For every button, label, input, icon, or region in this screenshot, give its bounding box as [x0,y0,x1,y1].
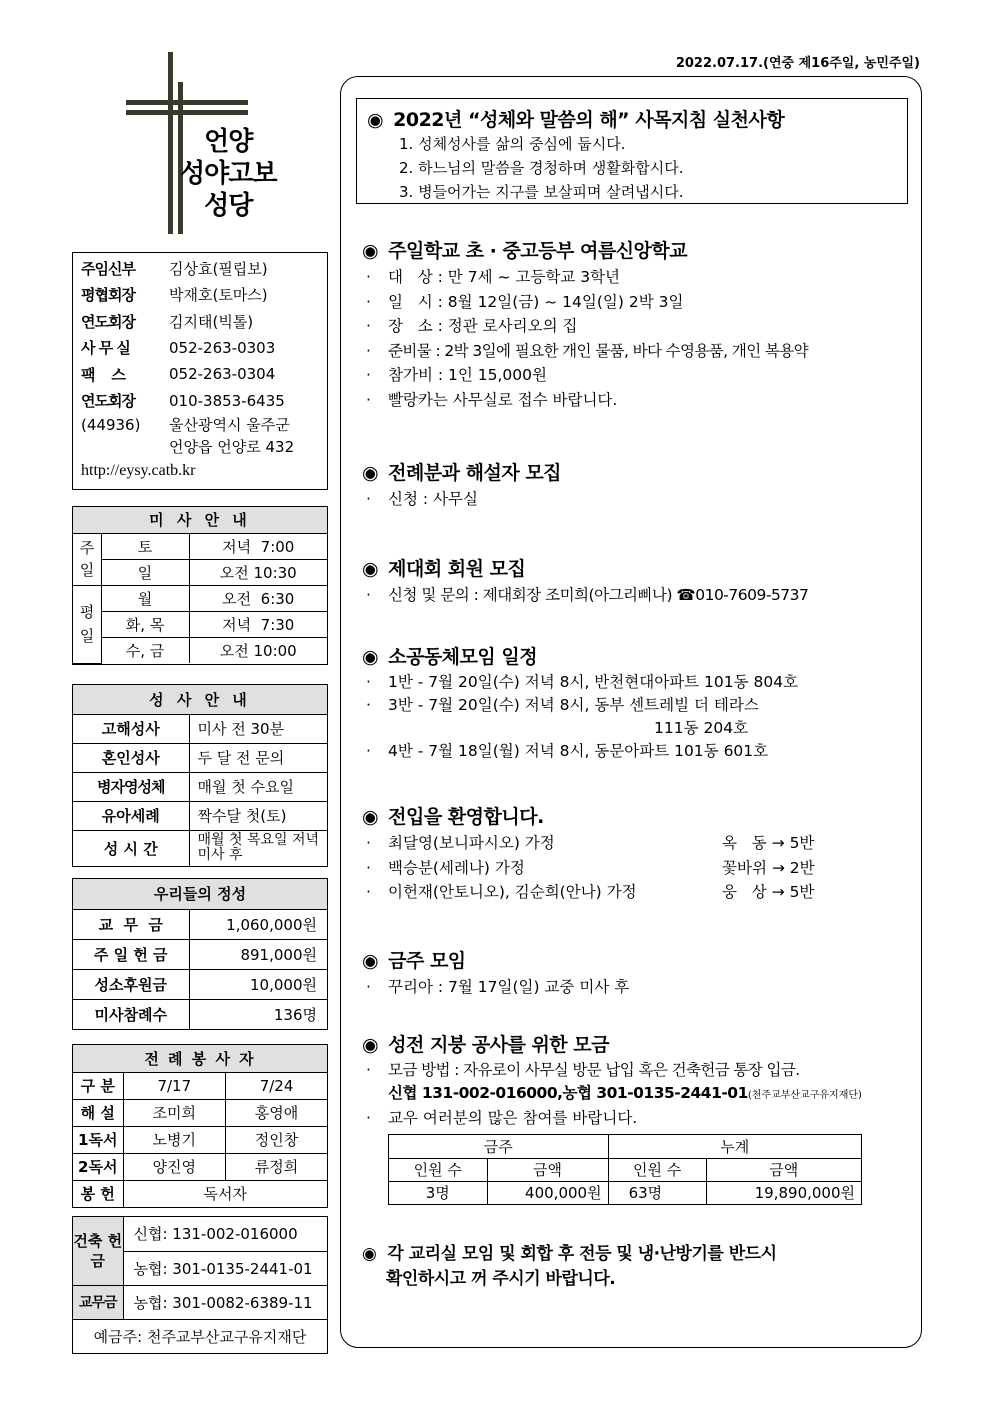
sacraments-table [72,684,328,867]
fund-status-table [388,1134,862,1205]
zip-code: (44936) [81,416,141,434]
info-value: 052-263-0303 [169,338,276,357]
pastoral-guidelines-box [356,98,908,204]
small-community-section [362,642,918,763]
mass-day: 토 [101,533,189,559]
logo-line-1: 언양 [204,127,253,157]
info-key: 팩 스 [81,365,125,384]
list-item: · 대 상 : 만 7세 ~ 고등학교 3학년 [366,268,621,286]
sacrament-name: 성 시 간 [73,830,189,866]
bullseye-icon: ◉ [362,462,379,484]
server-role: 해 설 [73,1099,123,1126]
info-key: 사 무 실 [81,339,130,358]
list-item: · 빨랑카는 사무실로 접수 바랍니다. [366,390,618,409]
count-value: 3명 [389,1181,487,1204]
section-title: ◉ 2022년 “성체와 말씀의 해” 사목지침 실천사항 [367,109,785,131]
bank-accounts-table [72,1216,328,1354]
mass-day: 화, 목 [101,611,189,637]
mass-time: 오전 6:30 [189,585,327,611]
logo-line-3: 성당 [204,191,253,221]
section-title: ◉ 전입을 환영합니다. [362,806,544,828]
weekday-label: 평일 [73,585,101,663]
guideline-item: 3. 병들어가는 지구를 보살피며 살려냅시다. [399,183,684,201]
list-item-continued: 111동 204호 [654,719,749,737]
server-name: 조미희 [123,1099,226,1126]
server-name: 류정희 [226,1153,327,1180]
altar-guild-section [362,554,918,608]
summer-school-section [362,236,918,412]
mass-time: 오전 10:00 [189,637,327,663]
server-name: 양진영 [123,1153,226,1180]
offering-amount: 1,060,000원 [189,909,327,939]
info-key: 평협회장 [81,286,135,305]
section-title: ◉ 소공동체모임 일정 [362,646,538,668]
server-name: 홍영애 [226,1099,327,1126]
guideline-item: 2. 하느님의 말씀을 경청하며 생활화합시다. [399,159,684,177]
info-row [81,335,319,362]
info-key: 연도회장 [81,312,135,331]
logo-line-2: 성야고보 [180,159,277,189]
total-header: 누계 [608,1135,861,1158]
server-name: 독서자 [123,1180,327,1207]
address-line-1: 울산광역시 울주군 [169,416,290,434]
info-row [81,388,319,415]
sacrament-info: 매월 첫 수요일 [189,772,327,801]
building-account: 농협: 301-0135-2441-01 [123,1251,327,1285]
tithe-account: 농협: 301-0082-6389-11 [123,1285,327,1319]
list-item: · 참가비 : 1인 15,000원 [366,366,547,384]
offering-amount: 10,000원 [189,969,327,999]
bullseye-icon: ◉ [362,1034,379,1056]
section-title: ◉ 제대회 회원 모집 [362,558,526,580]
offering-name: 주 일 헌 금 [73,939,189,969]
parish-info-box [72,252,328,490]
list-item: · 4반 - 7월 18일(월) 저녁 8시, 동문아파트 101동 601호 [366,742,769,760]
list-item: · 백승분(세레나) 가정 꽃바위 → 2반 [366,858,815,877]
info-key: 주임신부 [81,259,135,278]
count-header: 인원 수 [608,1158,706,1181]
offering-amount: 891,000원 [189,939,327,969]
offering-name: 교 무 금 [73,909,189,939]
bullseye-icon: ◉ [362,806,379,828]
website-url[interactable]: http://eysy.catb.kr [81,462,196,479]
list-item: · 최달영(보니파시오) 가정 옥 동 → 5반 [366,834,815,852]
amount-header: 금액 [706,1158,861,1181]
account-holder: 예금주: 천주교부산교구유지재단 [73,1319,327,1353]
bullseye-icon: ◉ [362,646,379,668]
server-date: 7/17 [123,1072,226,1099]
bullseye-icon: ◉ [362,240,379,262]
address [81,414,319,458]
info-value: 박재호(토마스) [169,286,268,305]
mass-schedule-table [72,506,328,665]
table-title: 전 례 봉 사 자 [73,1045,327,1072]
server-role: 1독서 [73,1126,123,1153]
weekly-meeting-section [362,946,918,1000]
list-item: · 꾸리아 : 7월 17일(일) 교중 미사 후 [366,978,630,996]
list-item: · 신청 및 문의 : 제대회장 조미희(아그리삐나) ☎010-7609-5737 [366,586,809,604]
count-value: 63명 [608,1181,706,1204]
info-value: 010-3853-6435 [169,391,285,410]
list-item: · 이헌재(안토니오), 김순희(안나) 가정 웅 상 → 5반 [366,883,815,901]
info-value: 김지태(빅톨) [169,312,254,331]
mass-time: 저녁 7:00 [189,533,327,559]
roof-fund-section [362,1030,918,1130]
section-title: ◉ 주일학교 초 · 중고등부 여름신앙학교 [362,240,688,262]
list-item: · 장 소 : 정관 로사리오의 집 [366,317,578,335]
bullseye-icon: ◉ [362,1244,377,1264]
server-role: 봉 헌 [73,1180,123,1207]
mass-day: 일 [101,559,189,585]
building-fund-label: 건축 헌금 [73,1217,123,1285]
info-row [81,361,319,388]
offering-amount: 136명 [189,999,327,1029]
tithe-label: 교무금 [73,1285,123,1319]
count-header: 인원 수 [389,1158,487,1181]
sacrament-name: 유아세례 [73,801,189,830]
notice-line-1: ◉ 각 교리실 모임 및 회합 후 전등 및 냉·난방기를 반드시 [362,1242,918,1267]
list-item: · 교우 여러분의 많은 참여를 바랍니다. [366,1109,638,1127]
table-title: 우리들의 정성 [73,879,327,909]
section-title: ◉ 성전 지붕 공사를 위한 모금 [362,1034,609,1056]
list-item: · 준비물 : 2박 3일에 필요한 개인 물품, 바다 수영용품, 개인 복용약 [366,341,809,360]
sacrament-name: 혼인성사 [73,743,189,772]
guideline-item: 1. 성체성사를 삶의 중심에 둡시다. [399,135,626,153]
server-role: 구 분 [73,1072,123,1099]
sacrament-name: 병자영성체 [73,772,189,801]
offering-table [72,878,328,1030]
sacrament-info: 짝수달 첫(토) [189,801,327,830]
bulletin-date: 2022.07.17.(연중 제16주일, 농민주일) [675,56,920,71]
liturgy-recruit-section [362,458,918,512]
account-line: 신협 131-002-016000,농협 301-0135-2441-01(천주교부산교구유지재단) [388,1084,862,1102]
parish-logo [122,52,292,242]
info-row [81,255,319,282]
sacrament-info: 미사 전 30분 [189,714,327,743]
mass-day: 수, 금 [101,637,189,663]
amount-value: 19,890,000원 [706,1181,861,1204]
info-value: 052-263-0304 [169,365,276,384]
amount-header: 금액 [487,1158,608,1181]
info-row [81,308,319,335]
mass-time: 저녁 7:30 [189,611,327,637]
list-item: · 1반 - 7월 20일(수) 저녁 8시, 반천현대아파트 101동 804호 [366,673,799,691]
info-row [81,282,319,309]
mass-day: 월 [101,585,189,611]
server-date: 7/24 [226,1072,327,1099]
offering-name: 미사참례수 [73,999,189,1029]
closing-notice [362,1242,918,1292]
server-name: 정인창 [226,1126,327,1153]
bullseye-icon: ◉ [367,109,384,131]
info-value: 김상효(필립보) [169,259,268,278]
sunday-label: 주일 [73,533,101,585]
sacrament-info: 매월 첫 목요일 저녁미사 후 [189,830,327,866]
notice-line-2: 확인하시고 꺼 주시기 바랍니다. [386,1269,616,1289]
amount-value: 400,000원 [487,1181,608,1204]
list-item: · 신청 : 사무실 [366,490,478,508]
server-role: 2독서 [73,1153,123,1180]
list-item: · 모금 방법 : 자유로이 사무실 방문 납입 혹은 건축헌금 통장 입금. [366,1061,800,1079]
bullseye-icon: ◉ [362,950,379,972]
section-title: ◉ 금주 모임 [362,950,466,972]
building-account: 신협: 131-002-016000 [123,1217,327,1251]
welcome-section [362,802,918,905]
table-title: 미 사 안 내 [73,507,327,533]
this-week-header: 금주 [389,1135,608,1158]
section-title: ◉ 전례분과 해설자 모집 [362,462,562,484]
liturgy-servers-table [72,1044,328,1208]
sacrament-info: 두 달 전 문의 [189,743,327,772]
sacrament-name: 고해성사 [73,714,189,743]
offering-name: 성소후원금 [73,969,189,999]
table-title: 성 사 안 내 [73,685,327,714]
list-item: · 일 시 : 8월 12일(금) ~ 14일(일) 2박 3일 [366,292,684,311]
server-name: 노병기 [123,1126,226,1153]
mass-time: 오전 10:30 [189,559,327,585]
info-key: 연도회장 [81,392,135,411]
list-item: · 3반 - 7월 20일(수) 저녁 8시, 동부 센트레빌 더 테라스 [366,696,759,714]
address-line-2: 언양읍 언양로 432 [169,438,295,456]
bullseye-icon: ◉ [362,558,379,580]
